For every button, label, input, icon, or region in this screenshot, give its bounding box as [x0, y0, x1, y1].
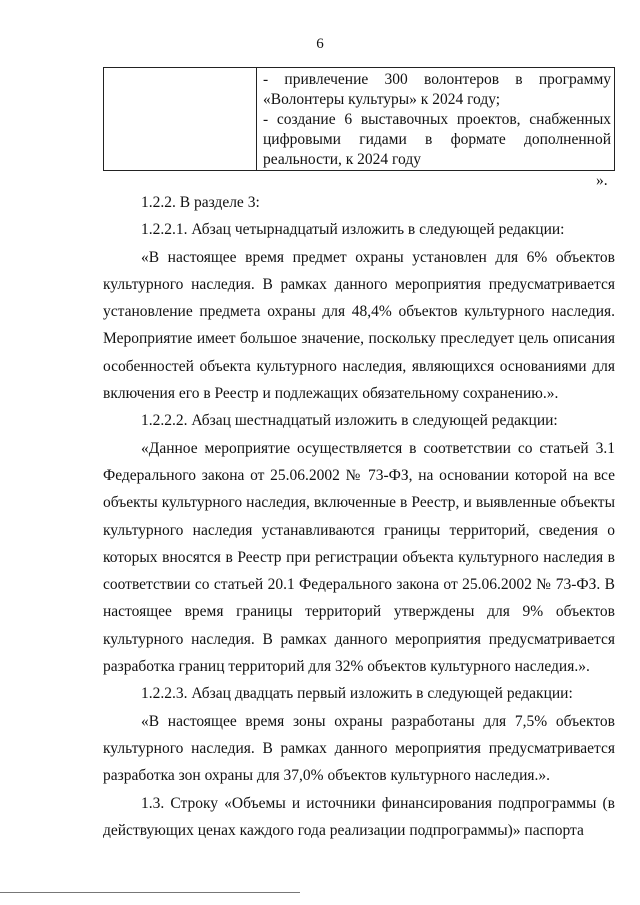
clause-1-3: 1.3. Строку «Объемы и источники финансирования подпрограммы (в действующих ценах каждого года реализации подпрограммы)» паспорта [103, 794, 615, 839]
table-cell-empty [104, 68, 257, 171]
clause-1-2-2-3: 1.2.2.3. Абзац двадцать первый изложить в следующей редакции: [141, 685, 573, 703]
document-body [103, 189, 615, 844]
footer-rule [0, 892, 300, 893]
table-cell-targets [257, 68, 615, 171]
target-item-volunteers: - привлечение 300 волонтеров в программу «Волонтеры культуры» к 2024 году; [263, 71, 611, 108]
clause-1-2-2-1: 1.2.2.1. Абзац четырнадцатый изложить в следующей редакции: [141, 221, 565, 239]
quoted-paragraph-protection-subject: «В настоящее время предмет охраны установлен для 6% объектов культурного наследия. В рамках данного мероприятия предусматривается установление предмета охраны для 48,4% объектов культурного наследия. Мероприятие имеет большое значение, поскольку преследует цель описания особенностей объекта культурного наследия, являющихся основаниями для включения его в Реестр и подлежащих обязательному сохранению.». [103, 248, 615, 403]
table-row [104, 68, 615, 171]
target-item-exhibitions: - создание 6 выставочных проектов, снабженных цифровыми гидами в формате дополненной реальности, к 2024 году [263, 111, 611, 168]
clause-1-2-2-2: 1.2.2.2. Абзац шестнадцатый изложить в следующей редакции: [141, 412, 558, 430]
closing-quote: ». [596, 172, 608, 189]
quoted-paragraph-territory-borders: «Данное мероприятие осуществляется в соответствии со статьей 3.1 Федерального закона от 25.06.2002 № 73-ФЗ, на основании которой на все объекты культурного наследия, включенные в Реестр, и выявленные объекты культурного наследия устанавливаются границы территорий, сведения о которых вносятся в Реестр при регистрации объекта культурного наследия в соответствии со статьей 20.1 Федерального закона от 25.06.2002 № 73-ФЗ. В настоящее время границы территорий утверждены для 9% объектов культурного наследия. В рамках данного мероприятия предусматривается разработка границ территорий для 32% объектов культурного наследия.». [103, 439, 615, 676]
page-number: 6 [316, 36, 324, 52]
quoted-paragraph-protection-zones: «В настоящее время зоны охраны разработаны для 7,5% объектов культурного наследия. В рамках данного мероприятия предусматривается разработка зон охраны для 37,0% объектов культурного наследия.». [103, 712, 615, 785]
section-heading-1-2-2: 1.2.2. В разделе 3: [141, 194, 260, 211]
continuation-table [103, 67, 615, 171]
